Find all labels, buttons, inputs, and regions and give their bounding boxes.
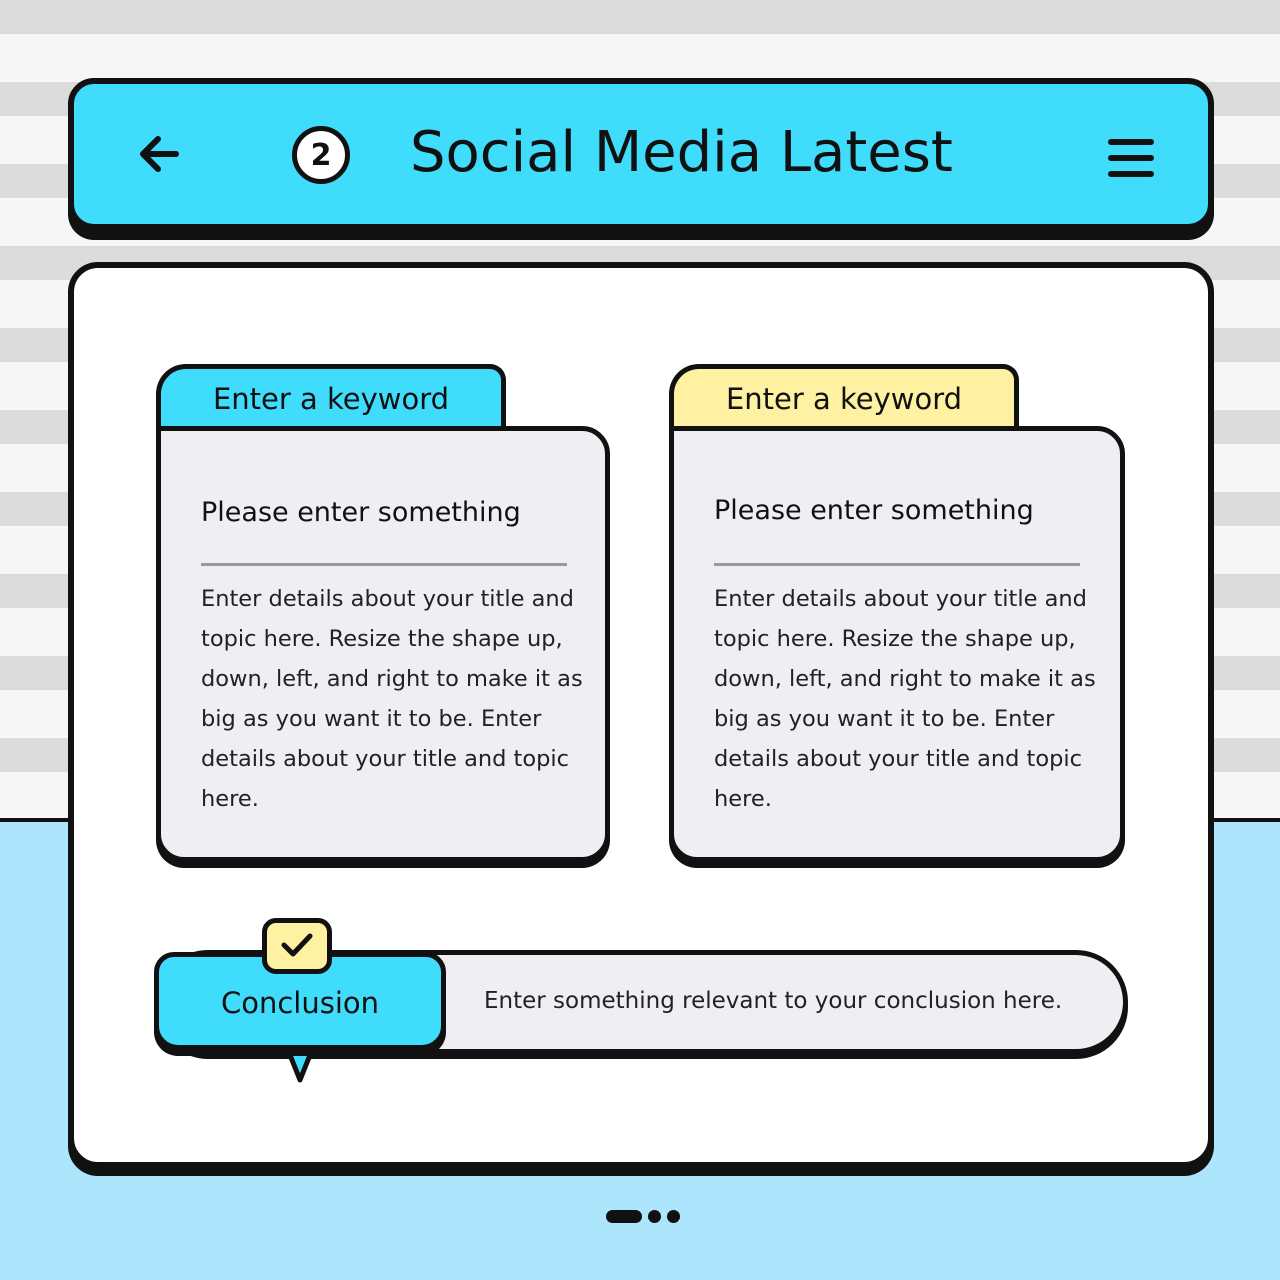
content-panel-left — [156, 426, 610, 862]
keyword-tab-label: Enter a keyword — [212, 381, 450, 416]
step-number-badge — [292, 126, 350, 184]
panel-heading: Please enter something — [714, 495, 1034, 526]
step-number: 2 — [310, 137, 332, 173]
hamburger-menu-icon[interactable] — [1108, 138, 1154, 178]
back-arrow-icon[interactable] — [136, 134, 184, 174]
pagination — [606, 1209, 680, 1223]
keyword-tab-label: Enter a keyword — [725, 381, 963, 416]
page-title: Social Media Latest — [410, 120, 953, 185]
panel-heading: Please enter something — [201, 497, 521, 528]
checkmark-icon — [262, 918, 332, 974]
keyword-tab-left[interactable] — [156, 364, 506, 432]
panel-divider — [714, 563, 1080, 566]
panel-divider — [201, 563, 567, 566]
conclusion-label-text: Conclusion — [220, 986, 380, 1020]
panel-body-text: Enter details about your title and topic here. Resize the shape up, down, left, and right to make it as big as you want it to be. Enter details about your title and topic here. — [714, 586, 1096, 812]
keyword-tab-right[interactable] — [669, 364, 1019, 432]
page-dot-2[interactable] — [648, 1210, 661, 1223]
conclusion-text: Enter something relevant to your conclusion here. — [484, 988, 1063, 1014]
page-dot-3[interactable] — [667, 1210, 680, 1223]
panel-body-text: Enter details about your title and topic here. Resize the shape up, down, left, and right to make it as big as you want it to be. Enter details about your title and topic here. — [201, 586, 583, 812]
content-panel-right — [669, 426, 1125, 862]
page-dot-1[interactable] — [606, 1210, 642, 1223]
header-bar — [68, 78, 1214, 230]
